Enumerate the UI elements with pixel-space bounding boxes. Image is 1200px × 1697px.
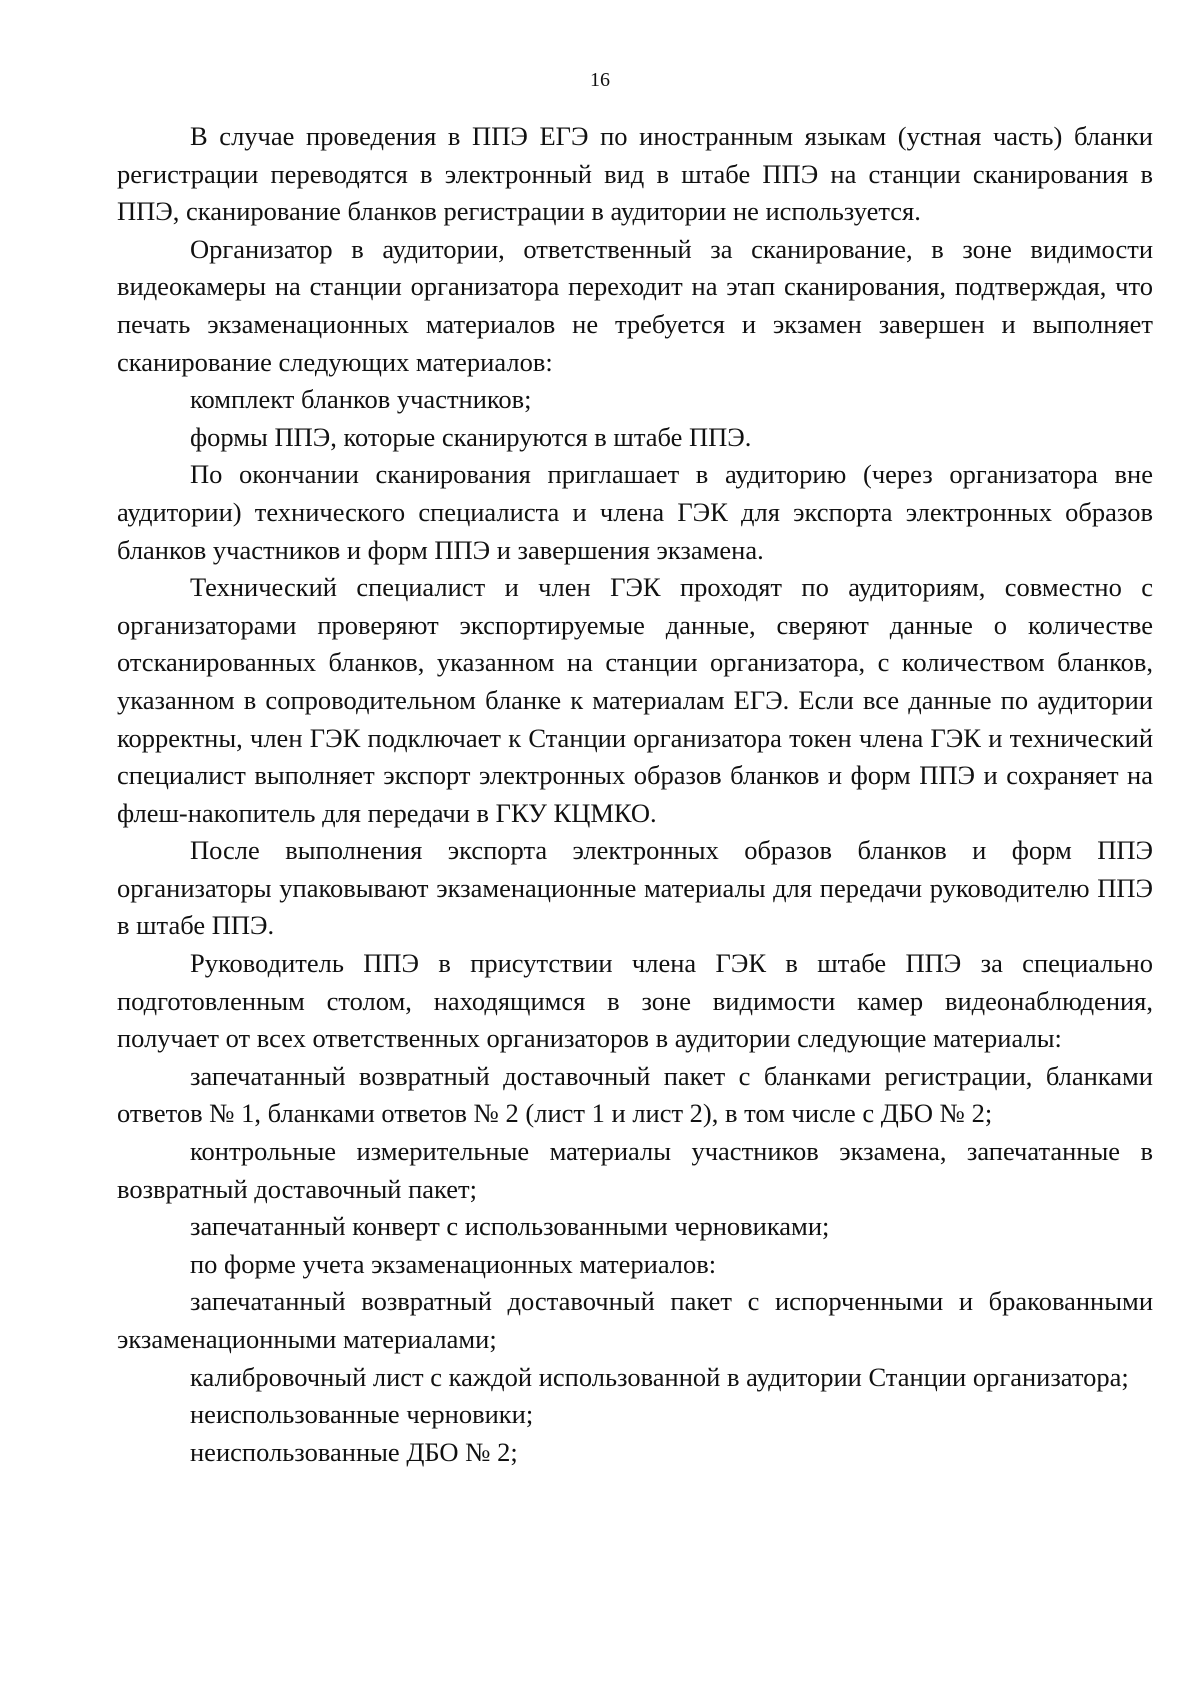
paragraph-packing-materials: После выполнения экспорта электронных образов бланков и форм ППЭ организаторы упаковывают экзаменационные материалы для передачи руководителю ППЭ в штабе ППЭ. [117, 835, 1153, 941]
list-item-control-materials: контрольные измерительные материалы участников экзамена, запечатанные в возвратный доставочный пакет; [117, 1136, 1153, 1204]
list-item-unused-drafts: неиспользованные черновики; [190, 1399, 534, 1430]
list-item-ppe-forms: формы ППЭ, которые сканируются в штабе ППЭ. [190, 421, 752, 452]
list-item-calibration-sheet: калибровочный лист с каждой использованной в аудитории Станции организатора; [190, 1361, 1129, 1392]
list-item-unused-dbo: неиспользованные ДБО № 2; [190, 1436, 518, 1467]
paragraph-export-check: Технический специалист и член ГЭК проходят по аудиториям, совместно с организаторами проверяют экспортируемые данные, сверяют данные о количестве отсканированных бланков, указанном на станции организатора, с количеством бланков, указанном в сопроводительном бланке к материалам ЕГЭ. Если все данные по аудитории корректны, член ГЭК подключает к Станции организатора токен члена ГЭК и технический специалист выполняет экспорт электронных образов бланков и форм ППЭ и сохраняет на флеш-накопитель для передачи в ГКУ КЦМКО. [117, 572, 1153, 828]
list-item-participant-forms: комплект бланков участников; [190, 384, 532, 415]
paragraph-scanning-foreign-languages: В случае проведения в ППЭ ЕГЭ по иностранным языкам (устная часть) бланки регистрации переводятся в электронный вид в штабе ППЭ на станции сканирования в ППЭ, сканирование бланков регистрации в аудитории не используется. [117, 121, 1153, 227]
list-item-defective-materials: запечатанный возвратный доставочный пакет с испорченными и бракованными экзаменационными материалами; [117, 1286, 1153, 1354]
document-body [117, 118, 1153, 1471]
list-item-return-package-answers: запечатанный возвратный доставочный пакет с бланками регистрации, бланками ответов № 1, бланками ответов № 2 (лист 1 и лист 2), в том числе с ДБО № 2; [117, 1060, 1153, 1129]
paragraph-head-receives-materials: Руководитель ППЭ в присутствии члена ГЭК в штабе ППЭ за специально подготовленным столом, находящимся в зоне видимости камер видеонаблюдения, получает от всех ответственных организаторов в аудитории следующие материалы: [117, 948, 1153, 1054]
list-item-accounting-form: по форме учета экзаменационных материалов: [190, 1248, 717, 1279]
paragraph-after-scanning: По окончании сканирования приглашает в аудиторию (через организатора вне аудитории) технического специалиста и члена ГЭК для экспорта электронных образов бланков участников и форм ППЭ и завершения экзамена. [117, 459, 1153, 565]
page-number: 16 [590, 69, 610, 91]
list-item-draft-envelope: запечатанный конверт с использованными черновиками; [190, 1211, 830, 1242]
paragraph-organizer-scanning: Организатор в аудитории, ответственный за сканирование, в зоне видимости видеокамеры на станции организатора переходит на этап сканирования, подтверждая, что печать экзаменационных материалов не требуется и экзамен завершен и выполняет сканирование следующих материалов: [117, 233, 1153, 377]
